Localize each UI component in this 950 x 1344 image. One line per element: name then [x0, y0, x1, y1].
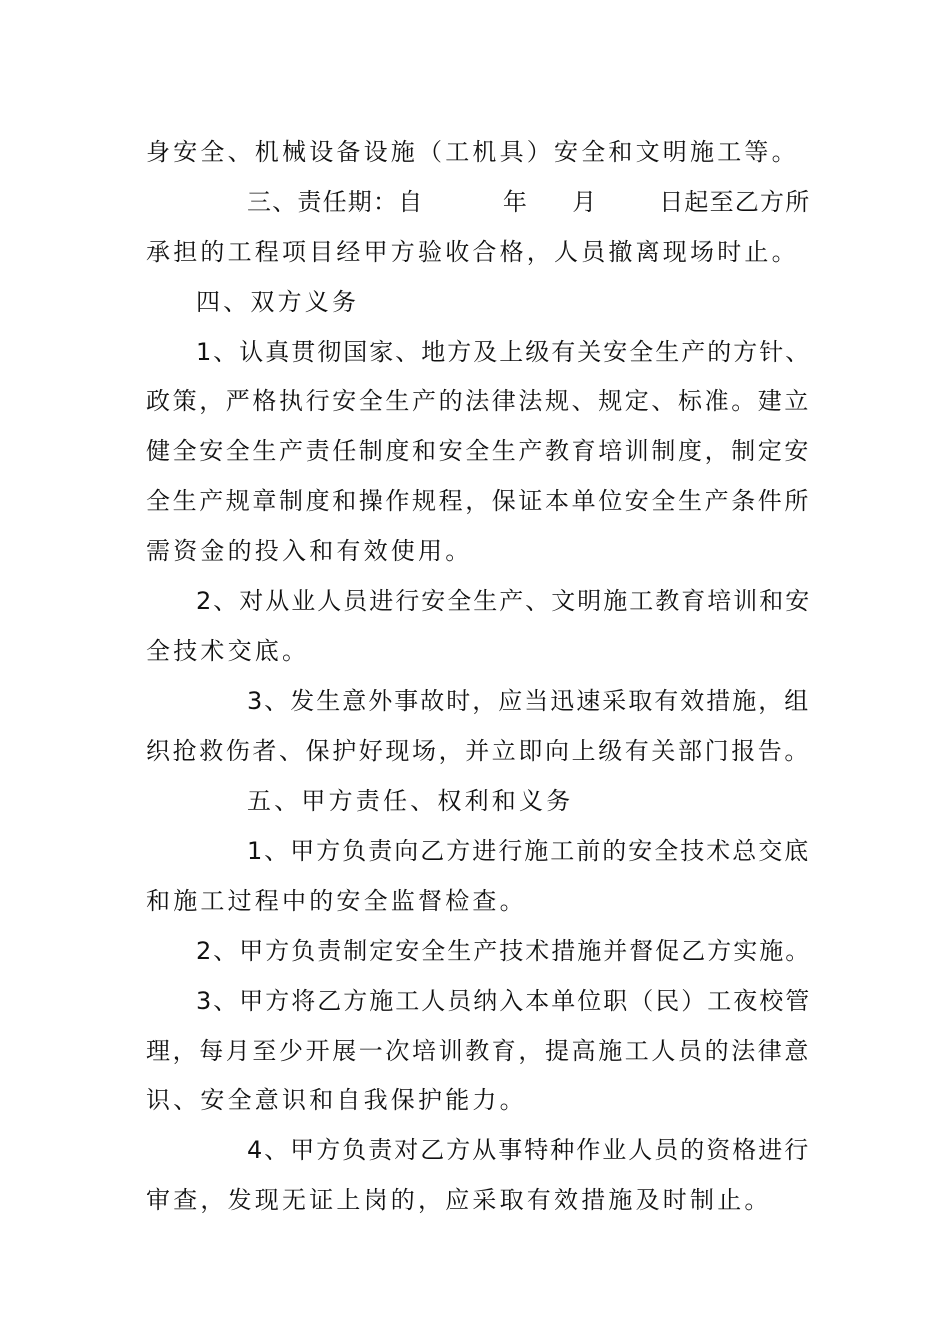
text-line: 理，每月至少开展一次培训教育，提高施工人员的法律意	[146, 1037, 811, 1065]
text-line: 健全安全生产责任制度和安全生产教育培训制度，制定安	[146, 437, 811, 465]
text-line: 承担的工程项目经甲方验收合格，人员撤离现场时止。	[146, 238, 799, 266]
text-line: 3、甲方将乙方施工人员纳入本单位职（民）工夜校管	[196, 987, 812, 1015]
text-line: 三、责任期：自 年 月 日起至乙方所	[247, 188, 811, 216]
text-line: 政策，严格执行安全生产的法律法规、规定、标准。建立	[146, 387, 811, 415]
text-line: 4、甲方负责对乙方从事特种作业人员的资格进行	[247, 1136, 811, 1164]
text-line: 织抢救伤者、保护好现场，并立即向上级有关部门报告。	[146, 737, 811, 765]
text-line: 2、甲方负责制定安全生产技术措施并督促乙方实施。	[196, 937, 812, 965]
text-line: 全生产规章制度和操作规程，保证本单位安全生产条件所	[146, 487, 811, 515]
text-line: 1、认真贯彻国家、地方及上级有关安全生产的方针、	[196, 338, 812, 366]
text-line: 需资金的投入和有效使用。	[146, 537, 473, 565]
text-line: 1、甲方负责向乙方进行施工前的安全技术总交底	[247, 837, 811, 865]
section-heading: 四、双方义务	[196, 288, 360, 316]
text-line: 身安全、机械设备设施（工机具）安全和文明施工等。	[146, 138, 799, 166]
text-line: 识、安全意识和自我保护能力。	[146, 1086, 527, 1114]
section-heading: 五、甲方责任、权利和义务	[247, 787, 574, 815]
text-line: 和施工过程中的安全监督检查。	[146, 887, 527, 915]
text-line: 全技术交底。	[146, 637, 310, 665]
text-line: 3、发生意外事故时，应当迅速采取有效措施，组	[247, 687, 811, 715]
text-line: 审查，发现无证上岗的，应采取有效措施及时制止。	[146, 1186, 772, 1214]
text-line: 2、对从业人员进行安全生产、文明施工教育培训和安	[196, 587, 812, 615]
